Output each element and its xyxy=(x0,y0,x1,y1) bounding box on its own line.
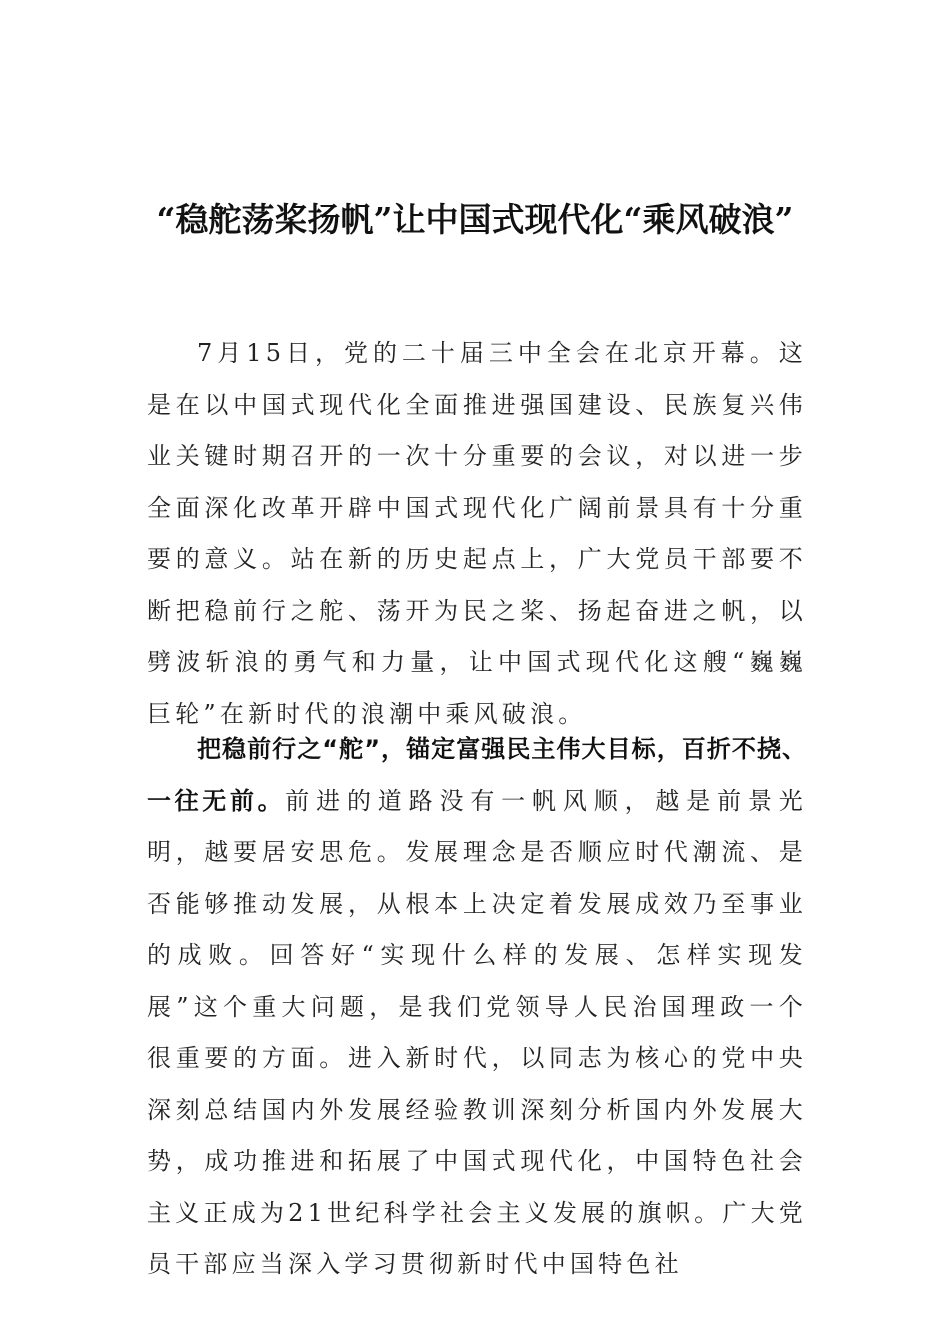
document-title: “稳舵荡桨扬帆”让中国式现代化“乘风破浪” xyxy=(156,200,794,240)
paragraph-2-lead: 把稳前行之“舵”，锚定富强民主伟大目标，百折不挠、一往无前。 xyxy=(147,735,807,815)
paragraph-1-text: 7月15日，党的二十届三中全会在北京开幕。这是在以中国式现代化全面推进强国建设、民族复兴伟业关键时期召开的一次十分重要的会议，对以进一步全面深化改革开辟中国式现代化广阔前景具有十分重要的意义。站在新的历史起点上，广大党员干部要不断把稳前行之舵、荡开为民之桨、扬起奋进之帆，以劈波斩浪的勇气和力量，让中国式现代化这艘“巍巍巨轮”在新时代的浪潮中乘风破浪。 xyxy=(147,339,807,728)
paragraph-2-text: 前进的道路没有一帆风顺，越是前景光明，越要居安思危。发展理念是否顺应时代潮流、是否能够推动发展，从根本上决定着发展成效乃至事业的成败。回答好“实现什么样的发展、怎样实现发展”这个重大问题，是我们党领导人民治国理政一个很重要的方面。进入新时代，以同志为核心的党中央深刻总结国内外发展经验教训深刻分析国内外发展大势，成功推进和拓展了中国式现代化，中国特色社会主义正成为21世纪科学社会主义发展的旗帜。广大党员干部应当深入学习贯彻新时代中国特色社 xyxy=(147,786,808,1278)
paragraph-1 xyxy=(147,328,807,740)
paragraph-2 xyxy=(147,724,807,1291)
